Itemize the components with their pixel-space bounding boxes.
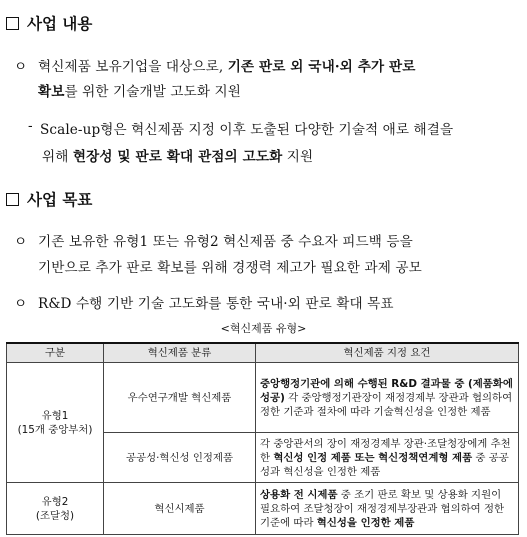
requirement-cell [256,483,519,535]
table-caption: <혁신제품 유형> [220,322,307,335]
header-requirements: 혁신제품 지정 요건 [256,343,519,363]
bold-text: 중앙행정기관에 의해 수행된 R&D 결과물 중 (제품화에 성공) [260,377,513,404]
type-name: 유형1 [41,409,69,422]
paragraph-line: R&D 수행 기반 기술 고도화를 통한 국내·외 판로 확대 목표 [38,296,394,312]
bold-text: 현장성 및 판로 확대 관점의 고도화 [72,149,283,165]
bold-text: 혁신성 인정 제품 또는 혁신정책연계형 제품 [273,451,473,464]
classification-cell: 혁신시제품 [104,483,256,535]
section-title: 사업 목표 [27,191,93,209]
paragraph-line [38,55,415,75]
text: 지원 [282,149,314,165]
paragraph-line: 기반으로 추가 판로 확보를 위해 경쟁력 제고가 필요한 과제 공모 [38,260,422,276]
type-sub: (조달청) [35,509,75,522]
checkbox-square-icon [6,193,19,206]
requirement-cell [256,433,519,483]
classification-cell: 우수연구개발 혁신제품 [104,363,256,433]
text: 혁신제품 보유기업을 대상으로, [38,59,228,75]
text: 위해 [42,149,73,165]
bold-text: 기존 판로 외 국내·외 추가 판로 [227,59,416,75]
paragraph-line [38,80,241,100]
section-title: 사업 내용 [27,15,93,33]
type-sub: (15개 중앙부처) [17,423,93,436]
header-classification: 혁신제품 분류 [104,343,256,363]
type1-cell [7,363,104,483]
text: 를 위한 기술개발 고도화 지원 [64,84,241,100]
text: 중 공공성과 혁신성을 인정한 제품 [260,451,509,478]
bullet-marker: ㅇ [14,59,28,75]
sub-bullet-marker: - [28,118,33,134]
requirement-cell [256,363,519,433]
text: 중 조기 판로 확보 및 상용화 지원이 필요하여 조달청장이 재정경제부장관과 협의하여 정한 기준에 따라 [260,488,505,529]
bold-text: 혁신성을 인정한 제품 [316,516,415,529]
header-category: 구분 [7,343,104,363]
section-heading-business-content [6,12,92,34]
text: 각 중앙관서의 장이 재정경제부 장관·조달청장에게 추천한 [260,437,511,464]
table-row [7,483,519,535]
checkbox-square-icon [6,17,19,30]
paragraph-line: 기존 보유한 유형1 또는 유형2 혁신제품 중 수요자 피드백 등을 [38,234,413,250]
paragraph-line [42,145,313,165]
paragraph-line: Scale-up형은 혁신제품 지정 이후 도출된 다양한 기술적 애로 해결을 [40,122,454,138]
table-row [7,363,519,433]
classification-cell: 공공성·혁신성 인정제품 [104,433,256,483]
bold-text: 확보 [38,84,65,100]
type2-cell [7,483,104,535]
innovation-product-types-table [6,342,519,535]
bullet-marker: ㅇ [14,296,28,312]
table-header-row [7,343,519,363]
type-name: 유형2 [41,495,69,508]
section-heading-business-goal [6,188,92,210]
text: 각 중앙행정기관장이 재정경제부 장관과 협의하여 정한 기준과 절차에 따라 기술혁신성을 인정한 제품 [260,391,513,418]
bullet-marker: ㅇ [14,234,28,250]
bold-text: 상용화 전 시제품 [260,488,338,501]
